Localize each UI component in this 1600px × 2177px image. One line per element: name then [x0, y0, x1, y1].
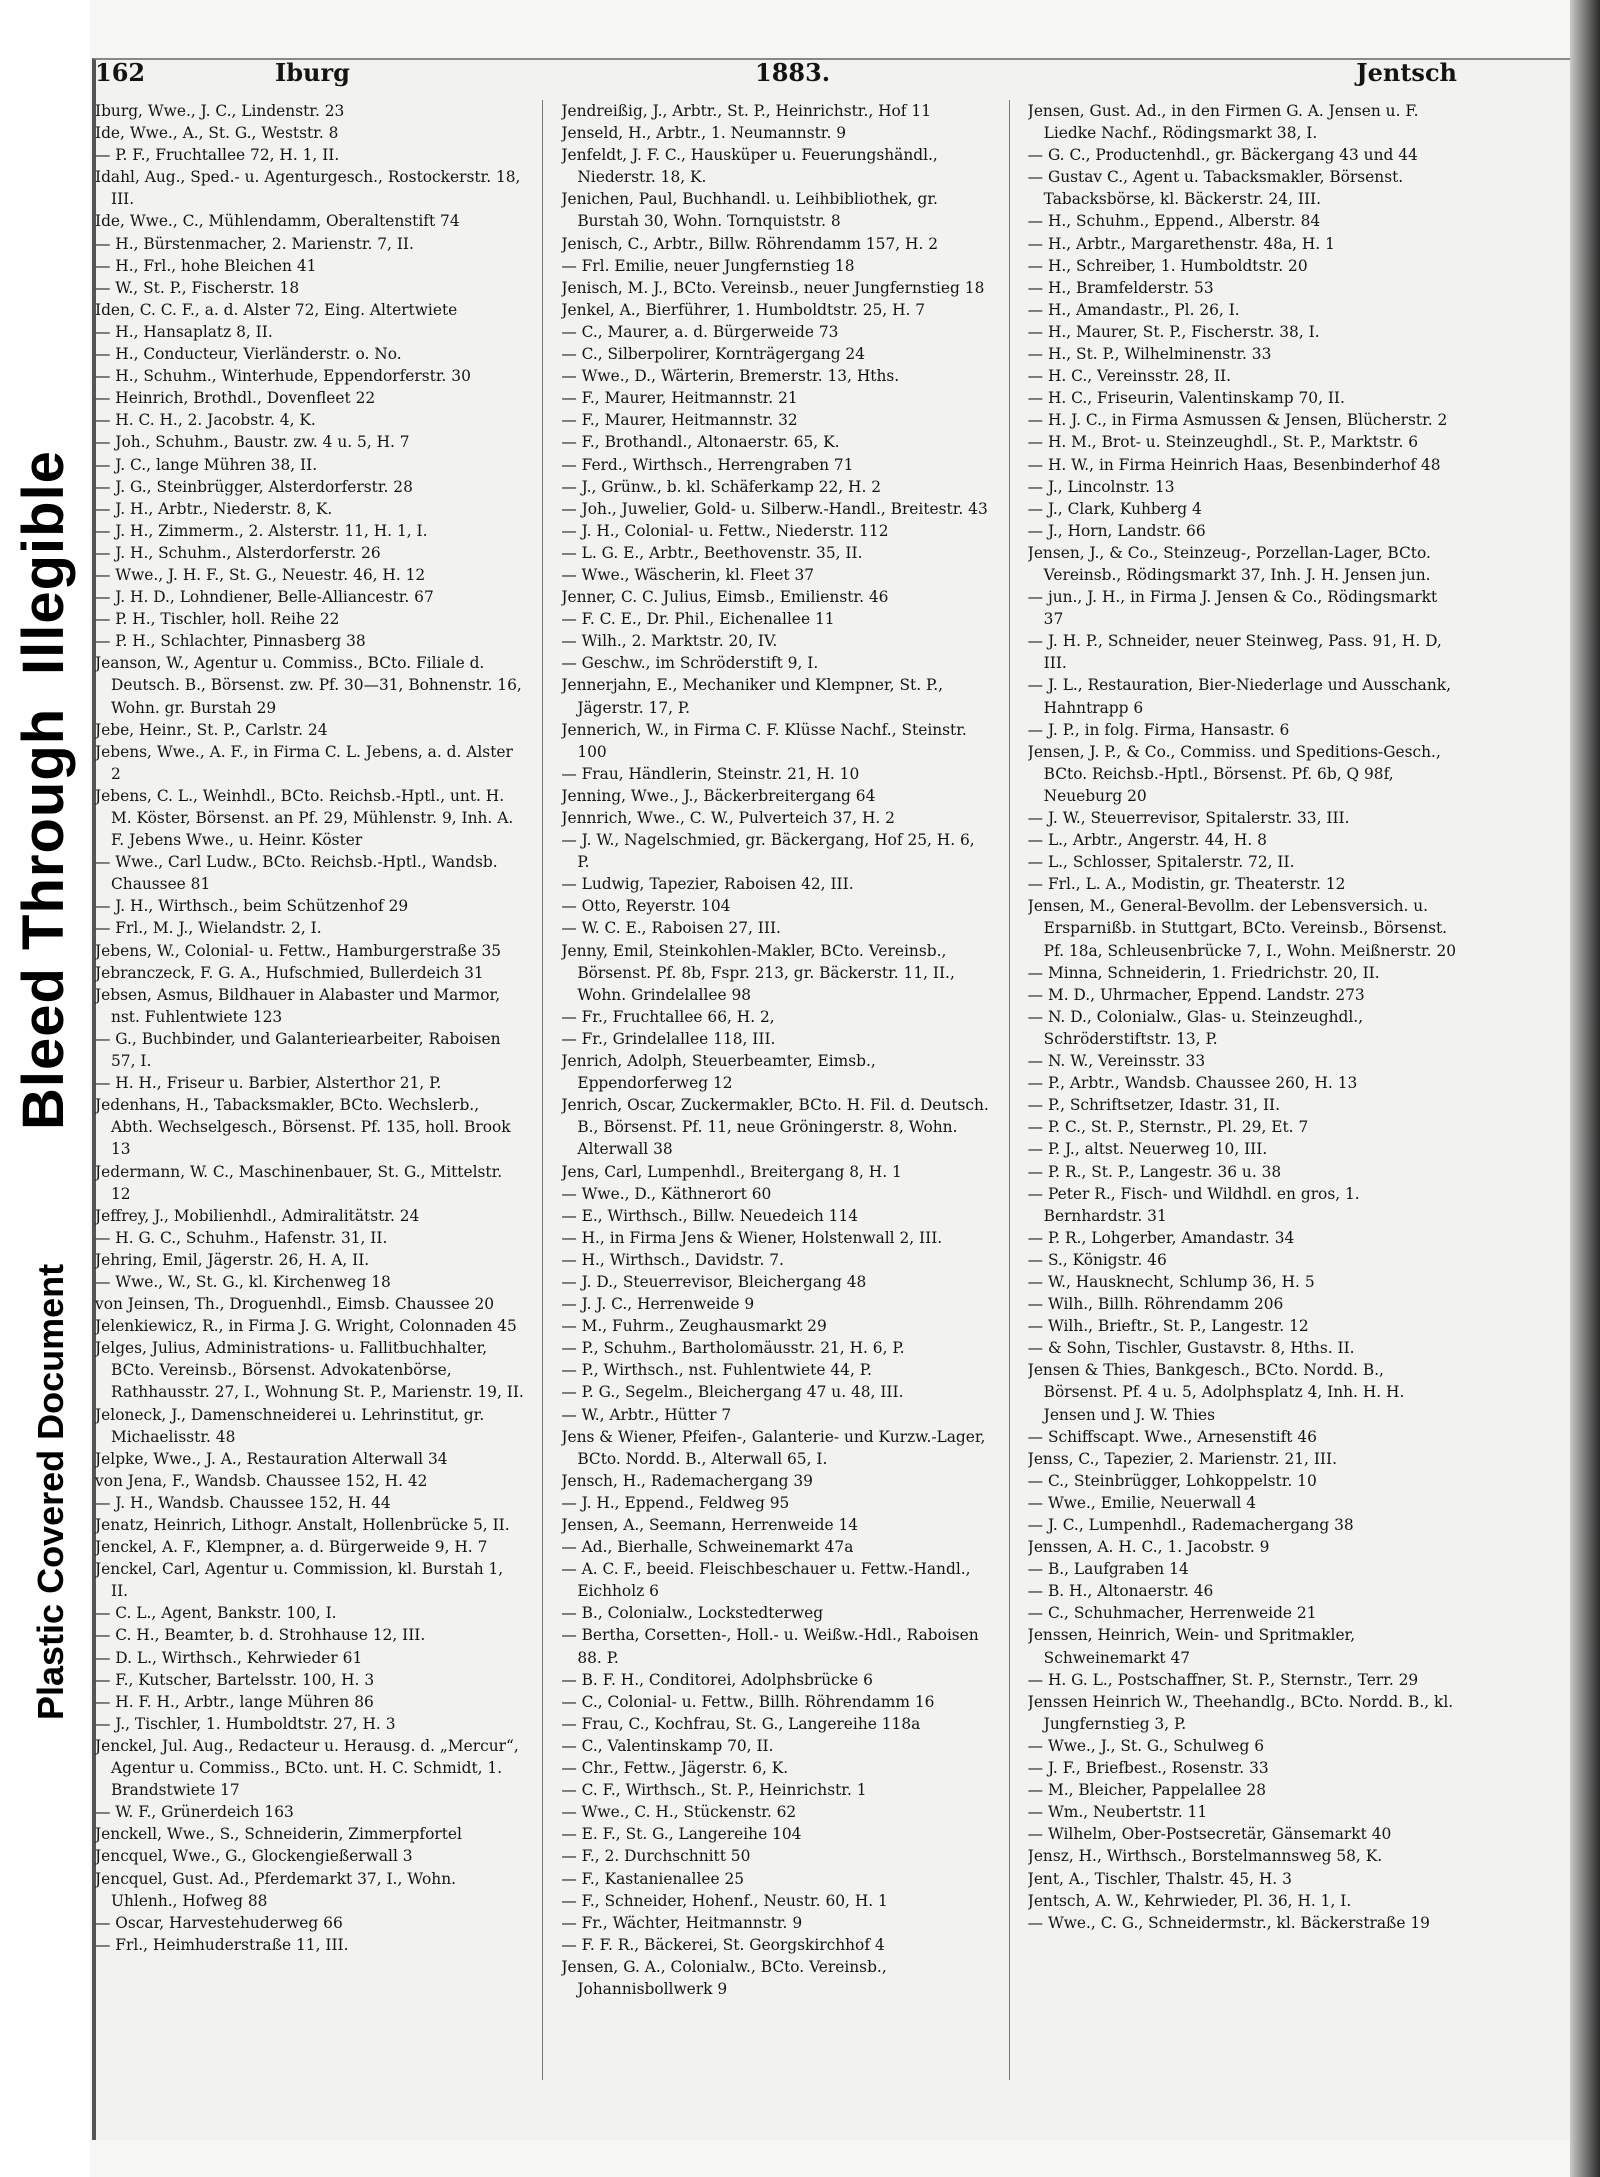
- directory-entry: — N. W., Vereinsstr. 33: [1027, 1052, 1206, 1071]
- directory-entry: — H., Conducteur, Vierländerstr. o. No.: [95, 345, 402, 364]
- directory-entry: — H. H., Friseur u. Barbier, Alsterthor 21, P.: [95, 1074, 442, 1093]
- directory-entry: Jent, A., Tischler, Thalstr. 45, H. 3: [1027, 1869, 1292, 1888]
- directory-entry: — Wwe., C. G., Schneidermstr., kl. Bäckerstraße 19: [1027, 1913, 1430, 1932]
- directory-entry: — G., Buchbinder, und Galanteriearbeiter, Raboisen 57, I.: [95, 1029, 501, 1071]
- directory-entry: — J. W., Nagelschmied, gr. Bäckergang, Hof 25, H. 6, P.: [561, 831, 975, 872]
- directory-entry: — W., St. P., Fischerstr. 18: [95, 278, 300, 297]
- directory-entry: — Wwe., J., St. G., Schulweg 6: [1027, 1736, 1265, 1755]
- directory-entry: — A. C. F., beeid. Fleischbeschauer u. Fettw.-Handl., Eichholz 6: [561, 1560, 971, 1601]
- directory-entry: Jenny, Emil, Steinkohlen-Makler, BCto. Vereinsb., Börsenst. Pf. 8b, Fspr. 213, gr. Bäckerstr. 11, II., Wohn. Grindelallee 98: [561, 941, 955, 1004]
- directory-entry: — E., Wirthsch., Billw. Neuedeich 114: [561, 1206, 859, 1225]
- directory-entry: — P. F., Fruchtallee 72, H. 1, II.: [95, 146, 340, 165]
- directory-entry: — C., Schuhmacher, Herrenweide 21: [1027, 1604, 1317, 1623]
- directory-entry: Jenisch, C., Arbtr., Billw. Röhrendamm 157, H. 2: [561, 234, 939, 253]
- directory-entry: Jenrich, Adolph, Steuerbeamter, Eimsb., Eppendorferweg 12: [561, 1052, 876, 1093]
- directory-entry: — J. H., Wirthsch., beim Schützenhof 29: [95, 897, 409, 916]
- directory-entry: — J. C., Lumpenhdl., Rademachergang 38: [1027, 1516, 1354, 1534]
- directory-entry: Jensen, Gust. Ad., in den Firmen G. A. Jensen u. F. Liedke Nachf., Rödingsmarkt 38, I.: [1027, 102, 1419, 143]
- directory-entry: — H. C. H., 2. Jacobstr. 4, K.: [95, 411, 316, 430]
- directory-entry: — J. H. D., Lohndiener, Belle-Alliancestr. 67: [95, 588, 434, 607]
- directory-entry: — H. G. C., Schuhm., Hafenstr. 31, II.: [95, 1228, 388, 1247]
- directory-entry: Jendreißig, J., Arbtr., St. P., Heinrichstr., Hof 11: [561, 102, 931, 120]
- directory-entry: Jedenhans, H., Tabacksmakler, BCto. Wechslerb., Abth. Wechselgesch., Börsenst. Pf. 135, holl. Brook 13: [95, 1096, 511, 1159]
- directory-entry: — J., Tischler, 1. Humboldtstr. 27, H. 3: [95, 1714, 396, 1733]
- directory-entry: — F., 2. Durchschnitt 50: [561, 1847, 751, 1866]
- directory-entry: Jennrich, Wwe., C. W., Pulverteich 37, H. 2: [561, 809, 895, 827]
- directory-entry: — L. G. E., Arbtr., Beethovenstr. 35, II.: [561, 543, 863, 562]
- directory-entry: Jenatz, Heinrich, Lithogr. Anstalt, Hollenbrücke 5, II.: [95, 1516, 510, 1534]
- directory-entry: — W. F., Grünerdeich 163: [95, 1803, 294, 1822]
- directory-entry: — & Sohn, Tischler, Gustavstr. 8, Hths. II.: [1027, 1339, 1355, 1358]
- directory-entry: — Frau, Händlerin, Steinstr. 21, H. 10: [561, 764, 860, 783]
- directory-entry: — Wwe., Carl Ludw., BCto. Reichsb.-Hptl., Wandsb. Chaussee 81: [95, 853, 498, 894]
- directory-entry: Jenkel, A., Bierführer, 1. Humboldtstr. 25, H. 7: [561, 300, 926, 319]
- column-divider: [1009, 100, 1010, 2080]
- directory-entry: Jenisch, M. J., BCto. Vereinsb., neuer Jungfernstieg 18: [561, 278, 985, 297]
- directory-entry: Jenfeldt, J. F. C., Hausküper u. Feuerungshändl., Niederstr. 18, K.: [561, 146, 938, 187]
- directory-entry: Jebe, Heinr., St. P., Carlstr. 24: [95, 720, 328, 739]
- directory-entry: — Joh., Schuhm., Baustr. zw. 4 u. 5, H. 7: [95, 433, 410, 452]
- directory-entry: — J. H., Eppend., Feldweg 95: [561, 1493, 790, 1512]
- directory-entry: — J. C., lange Mühren 38, II.: [95, 455, 318, 474]
- directory-entry: — Wwe., C. H., Stückenstr. 62: [561, 1803, 797, 1822]
- directory-entry: Jensen, A., Seemann, Herrenweide 14: [561, 1516, 859, 1534]
- directory-entry: — Wm., Neubertstr. 11: [1027, 1803, 1208, 1822]
- directory-entry: — P., Schriftsetzer, Idastr. 31, II.: [1027, 1096, 1281, 1115]
- directory-entry: — P. C., St. P., Sternstr., Pl. 29, Et. 7: [1027, 1118, 1309, 1137]
- directory-entry: — P. H., Tischler, holl. Reihe 22: [95, 610, 340, 629]
- illegible-label: Illegible: [11, 450, 76, 675]
- directory-entry: — P. G., Segelm., Bleichergang 47 u. 48, III.: [561, 1383, 904, 1402]
- directory-entry: Jennerich, W., in Firma C. F. Klüsse Nachf., Steinstr. 100: [561, 720, 967, 761]
- directory-entry: Jensen, J. P., & Co., Commiss. und Speditions-Gesch., BCto. Reichsb.-Hptl., Börsenst. Pf. 6b, Q 98f, Neueburg 20: [1027, 742, 1441, 805]
- directory-entry: — J., Lincolnstr. 13: [1027, 477, 1175, 496]
- directory-entry: Jenss, C., Tapezier, 2. Marienstr. 21, III.: [1027, 1449, 1337, 1468]
- directory-entry: — H., Amandastr., Pl. 26, I.: [1027, 300, 1240, 319]
- directory-entry: — P. R., Lohgerber, Amandastr. 34: [1027, 1228, 1295, 1247]
- directory-entry: — W. C. E., Raboisen 27, III.: [561, 919, 781, 938]
- directory-entry: — J., Grünw., b. kl. Schäferkamp 22, H. 2: [561, 477, 882, 496]
- directory-entry: — W., Arbtr., Hütter 7: [561, 1405, 732, 1424]
- directory-entry: Jenrich, Oscar, Zuckermakler, BCto. H. Fil. d. Deutsch. B., Börsenst. Pf. 11, neue Gröningerstr. 8, Wohn. Alterwall 38: [561, 1096, 989, 1159]
- directory-entry: — Peter R., Fisch- und Wildhdl. en gros, 1. Bernhardstr. 31: [1027, 1184, 1360, 1225]
- directory-entry: — J. H. P., Schneider, neuer Steinweg, Pass. 91, H. D, III.: [1027, 632, 1442, 673]
- directory-entry: — Joh., Juwelier, Gold- u. Silberw.-Handl., Breitestr. 43: [561, 499, 988, 518]
- directory-entry: — B., Colonialw., Lockstedterweg: [561, 1604, 824, 1623]
- directory-entry: — Chr., Fettw., Jägerstr. 6, K.: [561, 1759, 789, 1778]
- directory-entry: — S., Königstr. 46: [1027, 1250, 1167, 1269]
- directory-entry: — Frl. Emilie, neuer Jungfernstieg 18: [561, 256, 855, 275]
- directory-entry: — H. G. L., Postschaffner, St. P., Sternstr., Terr. 29: [1027, 1670, 1419, 1689]
- directory-entry: Jebranczeck, F. G. A., Hufschmied, Bullerdeich 31: [95, 963, 484, 982]
- directory-entry: — J. P., in folg. Firma, Hansastr. 6: [1027, 720, 1290, 739]
- directory-entry: Jehring, Emil, Jägerstr. 26, H. A, II.: [95, 1250, 370, 1269]
- column-divider: [542, 100, 543, 2080]
- directory-entry: — P., Schuhm., Bartholomäusstr. 21, H. 6, P.: [561, 1339, 905, 1358]
- directory-entry: Jeffrey, J., Mobilienhdl., Admiralitätstr. 24: [95, 1206, 420, 1225]
- directory-entry: — M., Bleicher, Pappelallee 28: [1027, 1781, 1267, 1800]
- directory-entry: — H. J. C., in Firma Asmussen & Jensen, Blücherstr. 2: [1027, 411, 1448, 430]
- directory-entry: Jenner, C. C. Julius, Eimsb., Emilienstr. 46: [561, 588, 889, 607]
- plastic-covered-label: Plastic Covered Document: [30, 1263, 71, 1720]
- directory-entry: — H., Bramfelderstr. 53: [1027, 278, 1214, 297]
- directory-entry: Jeloneck, J., Damenschneiderei u. Lehrinstitut, gr. Michaelisstr. 48: [95, 1405, 485, 1446]
- directory-entry: Jebens, W., Colonial- u. Fettw., Hamburgerstraße 35: [95, 941, 502, 960]
- right-running-head: Jentsch: [1356, 58, 1457, 87]
- directory-entry: Jenning, Wwe., J., Bäckerbreitergang 64: [561, 786, 876, 805]
- directory-entry: — J. G., Steinbrügger, Alsterdorferstr. 28: [95, 477, 413, 496]
- directory-entry: — G. C., Productenhdl., gr. Bäckergang 43 und 44: [1027, 146, 1418, 165]
- directory-entry: Idahl, Aug., Sped.- u. Agenturgesch., Rostockerstr. 18, III.: [95, 168, 521, 209]
- directory-entry: Jensen, J., & Co., Steinzeug-, Porzellan-Lager, BCto. Vereinsb., Rödingsmarkt 37, Inh. J. H. Jensen jun.: [1027, 543, 1431, 584]
- directory-entry: — H. C., Friseurin, Valentinskamp 70, II.: [1027, 389, 1345, 408]
- directory-column-2: [561, 100, 990, 2080]
- directory-entry: Jenichen, Paul, Buchhandl. u. Leihbibliothek, gr. Burstah 30, Wohn. Tornquiststr. 8: [561, 190, 938, 231]
- directory-entry: Jedermann, W. C., Maschinenbauer, St. G., Mittelstr. 12: [95, 1162, 503, 1203]
- directory-entry: — Frl., Heimhuderstraße 11, III.: [95, 1935, 349, 1954]
- directory-entry: von Jena, F., Wandsb. Chaussee 152, H. 42: [95, 1471, 428, 1490]
- directory-entry: — P. J., altst. Neuerweg 10, III.: [1027, 1140, 1268, 1159]
- directory-entry: — Wwe., Wäscherin, kl. Fleet 37: [561, 565, 815, 584]
- directory-entry: Jens, Carl, Lumpenhdl., Breitergang 8, H. 1: [561, 1162, 902, 1181]
- directory-entry: Jentsch, A. W., Kehrwieder, Pl. 36, H. 1, I.: [1027, 1891, 1352, 1910]
- directory-entry: — Wwe., D., Wärterin, Bremerstr. 13, Hths.: [561, 367, 900, 386]
- year-heading: 1883.: [755, 58, 831, 87]
- directory-entry: Jelges, Julius, Administrations- u. Fallitbuchhalter, BCto. Vereinsb., Börsenst. Advokatenbörse, Rathhausstr. 27, I., Wohnung St. P., Marienstr. 19, II.: [95, 1339, 524, 1402]
- directory-entry: Jenseld, H., Arbtr., 1. Neumannstr. 9: [561, 124, 847, 143]
- directory-entry: Jennerjahn, E., Mechaniker und Klempner, St. P., Jägerstr. 17, P.: [561, 676, 944, 717]
- bleed-through-label: Bleed Through: [11, 707, 76, 1130]
- directory-entry: — P. R., St. P., Langestr. 36 u. 38: [1027, 1162, 1282, 1181]
- directory-entry: Jencquel, Wwe., G., Glockengießerwall 3: [95, 1847, 413, 1866]
- directory-entry: — Schiffscapt. Wwe., Arnesenstift 46: [1027, 1427, 1317, 1446]
- directory-entry: — Wwe., W., St. G., kl. Kirchenweg 18: [95, 1272, 391, 1291]
- directory-entry: Jenckel, Jul. Aug., Redacteur u. Herausg. d. „Mercur“, Agentur u. Commiss., BCto. unt. H. C. Schmidt, 1. Brandstwiete 17: [95, 1736, 519, 1800]
- directory-entry: Jenckell, Wwe., S., Schneiderin, Zimmerpfortel: [95, 1825, 462, 1844]
- directory-entry: — J. H., Wandsb. Chaussee 152, H. 44: [95, 1493, 391, 1512]
- directory-entry: — J. H., Zimmerm., 2. Alsterstr. 11, H. 1, I.: [95, 521, 428, 540]
- directory-entry: — W., Hausknecht, Schlump 36, H. 5: [1027, 1272, 1315, 1291]
- directory-entry: Jenssen, A. H. C., 1. Jacobstr. 9: [1027, 1538, 1270, 1557]
- directory-entry: — M. D., Uhrmacher, Eppend. Landstr. 273: [1027, 985, 1365, 1004]
- directory-entry: — J. H., Schuhm., Alsterdorferstr. 26: [95, 543, 381, 562]
- directory-entry: — J., Clark, Kuhberg 4: [1027, 499, 1202, 518]
- directory-entry: — H., Schuhm., Eppend., Alberstr. 84: [1027, 212, 1321, 231]
- directory-entry: — J. L., Restauration, Bier-Niederlage und Ausschank, Hahntrapp 6: [1027, 676, 1451, 717]
- directory-entry: — H., Wirthsch., Davidstr. 7.: [561, 1250, 784, 1269]
- page-number: 162: [95, 58, 146, 87]
- directory-entry: — B. H., Altonaerstr. 46: [1027, 1582, 1214, 1601]
- directory-entry: — J. H., Arbtr., Niederstr. 8, K.: [95, 499, 333, 518]
- directory-entry: — F., Brothandl., Altonaerstr. 65, K.: [561, 433, 840, 452]
- directory-entry: — H., Bürstenmacher, 2. Marienstr. 7, II.: [95, 234, 414, 253]
- directory-entry: — C. H., Beamter, b. d. Strohhause 12, III.: [95, 1626, 426, 1645]
- directory-entry: — J. J. C., Herrenweide 9: [561, 1295, 755, 1314]
- directory-entry: Jenckel, A. F., Klempner, a. d. Bürgerweide 9, H. 7: [95, 1538, 488, 1557]
- directory-entry: — C. F., Wirthsch., St. P., Heinrichstr. 1: [561, 1781, 867, 1800]
- directory-entry: — Wwe., D., Käthnerort 60: [561, 1184, 772, 1203]
- directory-entry: — Heinrich, Brothdl., Dovenfleet 22: [95, 389, 376, 408]
- directory-entry: — C., Silberpolirer, Kornträgergang 24: [561, 345, 866, 364]
- directory-entry: — L., Arbtr., Angerstr. 44, H. 8: [1027, 831, 1267, 850]
- directory-entry: — B. F. H., Conditorei, Adolphsbrücke 6: [561, 1670, 873, 1689]
- directory-entry: — P., Wirthsch., nst. Fuhlentwiete 44, P.: [561, 1361, 872, 1380]
- directory-entry: — J. W., Steuerrevisor, Spitalerstr. 33, III.: [1027, 809, 1350, 827]
- directory-entry: — Frl., M. J., Wielandstr. 2, I.: [95, 919, 322, 938]
- directory-entry: — H., in Firma Jens & Wiener, Holstenwall 2, III.: [561, 1228, 943, 1247]
- directory-entry: — H. M., Brot- u. Steinzeughdl., St. P., Marktstr. 6: [1027, 433, 1419, 452]
- directory-entry: — Fr., Grindelallee 118, III.: [561, 1029, 776, 1048]
- directory-entry: — F. F. R., Bäckerei, St. Georgskirchhof 4: [561, 1935, 885, 1954]
- directory-entry: — Ad., Bierhalle, Schweinemarkt 47a: [561, 1538, 854, 1557]
- directory-entry: — H., Maurer, St. P., Fischerstr. 38, I.: [1027, 322, 1320, 341]
- directory-entry: — C. L., Agent, Bankstr. 100, I.: [95, 1604, 337, 1623]
- directory-entry: Jenssen, Heinrich, Wein- und Spritmakler, Schweinemarkt 47: [1027, 1626, 1356, 1667]
- directory-entry: — H., Arbtr., Margarethenstr. 48a, H. 1: [1027, 234, 1335, 253]
- directory-entry: — F., Schneider, Hohenf., Neustr. 60, H. 1: [561, 1891, 888, 1910]
- directory-entry: Jebens, C. L., Weinhdl., BCto. Reichsb.-Hptl., unt. H. M. Köster, Börsenst. an Pf. 29, Mühlenstr. 9, Inh. A. F. Jebens Wwe., u. Heinr. Köster: [95, 786, 514, 850]
- page-edge-shadow: [1570, 0, 1600, 2177]
- directory-entry: Jensen, M., General-Bevollm. der Lebensversich. u. Ersparnißb. in Stuttgart, BCto. Vereinsb., Börsenst. Pf. 18a, Schleusenbrücke 7, I., Wohn. Meißnerstr. 20: [1027, 897, 1457, 960]
- directory-entry: — C., Maurer, a. d. Bürgerweide 73: [561, 322, 839, 341]
- directory-column-1: [95, 100, 524, 2080]
- directory-entry: — D. L., Wirthsch., Kehrwieder 61: [95, 1648, 363, 1667]
- directory-entry: — Wilh., Brieftr., St. P., Langestr. 12: [1027, 1317, 1309, 1336]
- directory-entry: von Jeinsen, Th., Droguenhdl., Eimsb. Chaussee 20: [95, 1295, 495, 1314]
- page-header: [95, 58, 1457, 98]
- directory-entry: — E. F., St. G., Langereihe 104: [561, 1825, 802, 1844]
- directory-entry: — H. C., Vereinsstr. 28, II.: [1027, 367, 1232, 386]
- directory-entry: — Fr., Wächter, Heitmannstr. 9: [561, 1913, 803, 1932]
- directory-entry: — Gustav C., Agent u. Tabacksmakler, Börsenst. Tabacksbörse, kl. Bäckerstr. 24, III.: [1027, 168, 1404, 209]
- directory-entry: Jelenkiewicz, R., in Firma J. G. Wright, Colonnaden 45: [95, 1317, 517, 1336]
- directory-entry: — F., Maurer, Heitmannstr. 32: [561, 411, 798, 430]
- directory-entry: — Oscar, Harvestehuderweg 66: [95, 1913, 343, 1932]
- directory-entry: — F., Kastanienallee 25: [561, 1869, 745, 1888]
- directory-entry: — J. F., Briefbest., Rosenstr. 33: [1027, 1759, 1269, 1778]
- directory-entry: — F., Maurer, Heitmannstr. 21: [561, 389, 798, 408]
- directory-entry: — Ferd., Wirthsch., Herrengraben 71: [561, 455, 854, 474]
- directory-entry: Iden, C. C. F., a. d. Alster 72, Eing. Altertwiete: [95, 300, 458, 319]
- directory-entry: — C., Valentinskamp 70, II.: [561, 1736, 774, 1755]
- directory-entry: — Bertha, Corsetten-, Holl.- u. Weißw.-Hdl., Raboisen 88. P.: [561, 1626, 979, 1667]
- directory-entry: — H., St. P., Wilhelminenstr. 33: [1027, 345, 1272, 364]
- directory-entry: — H. F. H., Arbtr., lange Mühren 86: [95, 1692, 374, 1711]
- directory-entry: — Otto, Reyerstr. 104: [561, 897, 731, 916]
- directory-entry: — H., Frl., hohe Bleichen 41: [95, 256, 317, 275]
- directory-entry: — M., Fuhrm., Zeughausmarkt 29: [561, 1317, 827, 1336]
- directory-entry: — J. D., Steuerrevisor, Bleichergang 48: [561, 1272, 867, 1291]
- directory-entry: — Ludwig, Tapezier, Raboisen 42, III.: [561, 875, 854, 894]
- directory-entry: — Wilhelm, Ober-Postsecretär, Gänsemarkt 40: [1027, 1825, 1392, 1844]
- directory-entry: Jenckel, Carl, Agentur u. Commission, kl. Burstah 1, II.: [95, 1560, 504, 1601]
- directory-entry: — J., Horn, Landstr. 66: [1027, 521, 1206, 540]
- directory-entry: — F. C. E., Dr. Phil., Eichenallee 11: [561, 610, 835, 629]
- directory-entry: — Wilh., 2. Marktstr. 20, IV.: [561, 632, 778, 651]
- directory-entry: Jebsen, Asmus, Bildhauer in Alabaster und Marmor, nst. Fuhlentwiete 123: [95, 985, 501, 1026]
- directory-entry: — J. H., Colonial- u. Fettw., Niederstr. 112: [561, 521, 889, 540]
- directory-entry: Jensch, H., Rademachergang 39: [561, 1471, 813, 1490]
- left-running-head: Iburg: [275, 58, 350, 87]
- directory-entry: Jencquel, Gust. Ad., Pferdemarkt 37, I., Wohn. Uhlenh., Hofweg 88: [95, 1869, 456, 1910]
- directory-entry: Iburg, Wwe., J. C., Lindenstr. 23: [95, 102, 345, 120]
- directory-entry: Jelpke, Wwe., J. A., Restauration Alterwall 34: [95, 1449, 448, 1468]
- directory-entry: Jeanson, W., Agentur u. Commiss., BCto. Filiale d. Deutsch. B., Börsenst. zw. Pf. 30—31, Bohnenstr. 16, Wohn. gr. Burstah 29: [95, 654, 522, 717]
- directory-entry: — C., Colonial- u. Fettw., Billh. Röhrendamm 16: [561, 1692, 935, 1711]
- directory-entry: — C., Steinbrügger, Lohkoppelstr. 10: [1027, 1471, 1317, 1490]
- directory-entry: Jensz, H., Wirthsch., Borstelmannsweg 58, K.: [1027, 1847, 1383, 1866]
- directory-entry: — Fr., Fruchtallee 66, H. 2,: [561, 1007, 775, 1026]
- directory-entry: — jun., J. H., in Firma J. Jensen & Co., Rödingsmarkt 37: [1027, 588, 1438, 629]
- directory-entry: — Geschw., im Schröderstift 9, I.: [561, 654, 819, 673]
- directory-entry: — H., Schuhm., Winterhude, Eppendorferstr. 30: [95, 367, 471, 386]
- directory-entry: — P. H., Schlachter, Pinnasberg 38: [95, 632, 366, 651]
- directory-entry: — Wilh., Billh. Röhrendamm 206: [1027, 1295, 1284, 1314]
- directory-entry: — H. W., in Firma Heinrich Haas, Besenbinderhof 48: [1027, 455, 1441, 474]
- directory-entry: Jebens, Wwe., A. F., in Firma C. L. Jebens, a. d. Alster 2: [95, 742, 513, 783]
- side-label-strip: [0, 0, 90, 2177]
- directory-entry: Jensen, G. A., Colonialw., BCto. Vereinsb., Johannisbollwerk 9: [561, 1957, 887, 1998]
- directory-entry: — H., Schreiber, 1. Humboldtstr. 20: [1027, 256, 1308, 275]
- directory-entry: Jens & Wiener, Pfeifen-, Galanterie- und Kurzw.-Lager, BCto. Nordd. B., Alterwall 65, I.: [561, 1427, 986, 1468]
- directory-entry: — Wwe., Emilie, Neuerwall 4: [1027, 1493, 1257, 1512]
- directory-entry: Ide, Wwe., C., Mühlendamm, Oberaltenstift 74: [95, 212, 460, 231]
- directory-entry: — P., Arbtr., Wandsb. Chaussee 260, H. 13: [1027, 1074, 1358, 1093]
- directory-column-3: [1028, 100, 1457, 2080]
- directory-entry: Jenssen Heinrich W., Theehandlg., BCto. Nordd. B., kl. Jungfernstieg 3, P.: [1027, 1692, 1454, 1733]
- directory-entry: — F., Kutscher, Bartelsstr. 100, H. 3: [95, 1670, 375, 1689]
- directory-entry: Jensen & Thies, Bankgesch., BCto. Nordd. B., Börsenst. Pf. 4 u. 5, Adolphsplatz 4, Inh. H. H. Jensen und J. W. Thies: [1027, 1361, 1405, 1424]
- directory-entry: — Frl., L. A., Modistin, gr. Theaterstr. 12: [1027, 875, 1346, 894]
- directory-entry: — N. D., Colonialw., Glas- u. Steinzeughdl., Schröderstiftstr. 13, P.: [1027, 1007, 1364, 1048]
- directory-entry: — Minna, Schneiderin, 1. Friedrichstr. 20, II.: [1027, 963, 1380, 982]
- directory-entry: — Frau, C., Kochfrau, St. G., Langereihe 118a: [561, 1714, 921, 1733]
- directory-entry: — H., Hansaplatz 8, II.: [95, 322, 273, 341]
- directory-entry: — B., Laufgraben 14: [1027, 1560, 1189, 1579]
- directory-entry: — L., Schlosser, Spitalerstr. 72, II.: [1027, 853, 1295, 872]
- directory-entry: Ide, Wwe., A., St. G., Weststr. 8: [95, 124, 339, 143]
- directory-columns: [95, 100, 1457, 2080]
- directory-entry: — Wwe., J. H. F., St. G., Neuestr. 46, H. 12: [95, 565, 426, 584]
